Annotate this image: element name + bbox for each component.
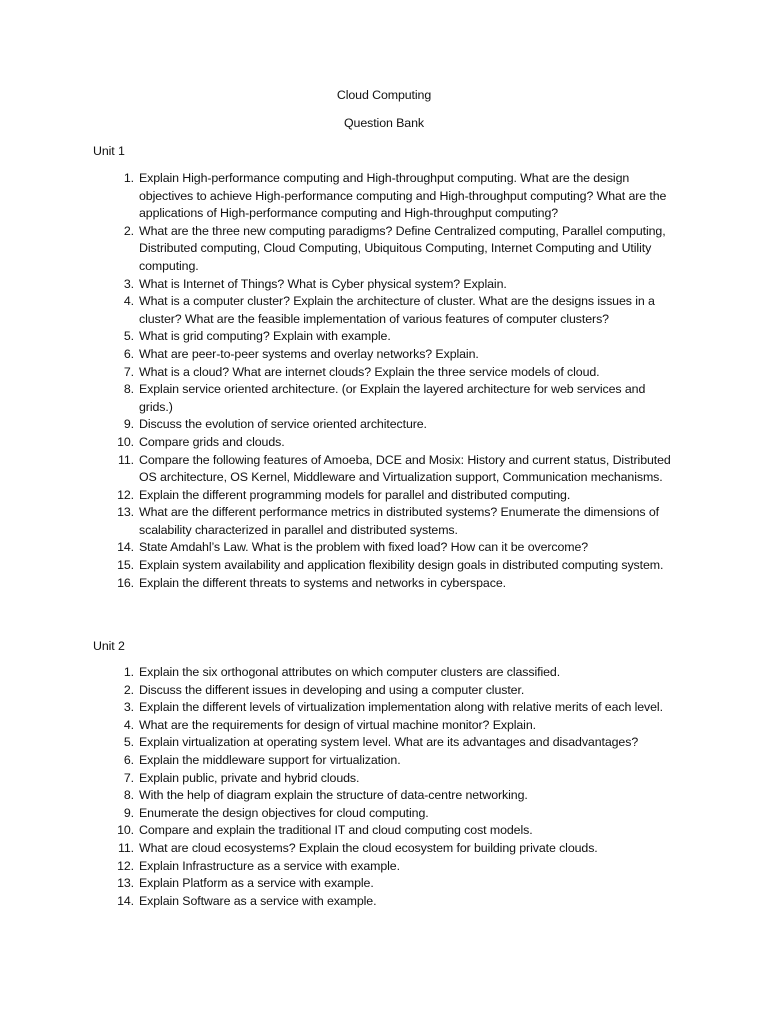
unit-1-question-list (0, 170, 679, 592)
question-item (0, 875, 679, 893)
question-item (0, 682, 679, 700)
question-item (0, 805, 679, 823)
question-text: Explain High-performance computing and High-throughput computing. What are the design objectives to achieve High-performance computing and High-throughput computing? What are the applications of High-performance computing and High-throughput computing? (139, 171, 667, 221)
question-number: 12 . (106, 858, 134, 876)
question-item (0, 452, 679, 487)
question-text: What are the different performance metrics in distributed systems? Enumerate the dimensions of scalability characterized in parallel and distributed systems. (139, 505, 659, 537)
question-item (0, 664, 679, 682)
question-item (0, 752, 679, 770)
question-text: What is a computer cluster? Explain the architecture of cluster. What are the designs issues in a cluster? What are the feasible implementation of various features of computer clusters? (139, 294, 655, 326)
question-number: 10 . (106, 822, 134, 840)
question-text: Explain the middleware support for virtualization. (139, 752, 401, 767)
question-item (0, 223, 679, 276)
question-text: What is a cloud? What are internet clouds? Explain the three service models of cloud. (139, 364, 600, 379)
question-item (0, 893, 679, 911)
question-item (0, 170, 679, 223)
question-text: Explain virtualization at operating system level. What are its advantages and disadvantages? (139, 735, 639, 750)
question-item (0, 487, 679, 505)
question-number: 13 . (106, 504, 134, 522)
question-item (0, 328, 679, 346)
question-number: 9 . (106, 805, 134, 823)
unit-1-heading: Unit 1 (93, 144, 125, 158)
question-number: 5 . (106, 328, 134, 346)
question-item (0, 539, 679, 557)
question-item (0, 717, 679, 735)
question-item (0, 364, 679, 382)
question-number: 3 . (106, 699, 134, 717)
question-number: 14 . (106, 893, 134, 911)
question-number: 13 . (106, 875, 134, 893)
question-item (0, 557, 679, 575)
question-text: Explain Infrastructure as a service with example. (139, 858, 400, 873)
question-number: 2 . (106, 682, 134, 700)
question-text: What are peer-to-peer systems and overlay networks? Explain. (139, 346, 479, 361)
question-item (0, 858, 679, 876)
question-item (0, 770, 679, 788)
question-number: 3 . (106, 276, 134, 294)
question-text: Explain the six orthogonal attributes on which computer clusters are classified. (139, 665, 561, 679)
question-number: 5 . (106, 734, 134, 752)
question-item (0, 346, 679, 364)
question-number: 9 . (106, 416, 134, 434)
question-text: Explain service oriented architecture. (or Explain the layered architecture for web services and grids.) (139, 382, 646, 414)
question-number: 15 . (106, 557, 134, 575)
question-number: 6 . (106, 346, 134, 364)
question-number: 11 . (106, 452, 134, 470)
question-number: 6 . (106, 752, 134, 770)
question-number: 16 . (106, 575, 134, 593)
question-number: 8 . (106, 787, 134, 805)
question-item (0, 276, 679, 294)
question-text: What is Internet of Things? What is Cyber physical system? Explain. (139, 276, 507, 291)
question-number: 2 . (106, 223, 134, 241)
question-number: 1 . (106, 664, 134, 682)
question-text: Enumerate the design objectives for cloud computing. (139, 805, 429, 820)
question-text: State Amdahl’s Law. What is the problem with fixed load? How can it be overcome? (139, 540, 589, 555)
question-text: Compare and explain the traditional IT and cloud computing cost models. (139, 823, 533, 838)
question-text: Explain the different programming models for parallel and distributed computing. (139, 487, 571, 502)
unit-2-question-list (0, 664, 679, 910)
question-item (0, 504, 679, 539)
question-item (0, 734, 679, 752)
question-number: 10 . (106, 434, 134, 452)
question-item (0, 416, 679, 434)
question-number: 7 . (106, 770, 134, 788)
question-number: 1 . (106, 170, 134, 188)
question-text: Explain the different threats to systems and networks in cyberspace. (139, 575, 506, 590)
question-text: Explain Software as a service with example. (139, 893, 377, 908)
question-text: What are the three new computing paradigms? Define Centralized computing, Parallel computing, Distributed computing, Cloud Computing, Ubiquitous Computing, Internet Computing and Utility computing. (139, 223, 666, 273)
question-text: With the help of diagram explain the structure of data-centre networking. (139, 788, 528, 803)
question-text: Explain Platform as a service with example. (139, 876, 374, 891)
question-item (0, 787, 679, 805)
question-item (0, 699, 679, 717)
document-title: Cloud Computing (336, 88, 432, 102)
question-item (0, 293, 679, 328)
question-number: 4 . (106, 717, 134, 735)
question-item (0, 381, 679, 416)
question-item (0, 575, 679, 593)
question-text: What is grid computing? Explain with example. (139, 329, 391, 344)
question-item (0, 822, 679, 840)
question-number: 8 . (106, 381, 134, 399)
question-number: 14 . (106, 539, 134, 557)
question-number: 7 . (106, 364, 134, 382)
question-text: Compare grids and clouds. (139, 434, 285, 449)
question-text: Discuss the different issues in developing and using a computer cluster. (139, 682, 525, 697)
question-text: What are cloud ecosystems? Explain the cloud ecosystem for building private clouds. (139, 840, 598, 855)
question-text: Explain public, private and hybrid clouds. (139, 770, 360, 785)
unit-2-heading: Unit 2 (93, 639, 125, 653)
question-number: 12 . (106, 487, 134, 505)
question-text: Explain the different levels of virtualization implementation along with relative merits of each level. (139, 700, 663, 715)
question-text: What are the requirements for design of virtual machine monitor? Explain. (139, 717, 536, 732)
question-text: Discuss the evolution of service oriented architecture. (139, 417, 427, 432)
question-item (0, 434, 679, 452)
question-item (0, 840, 679, 858)
question-text: Compare the following features of Amoeba, DCE and Mosix: History and current status, Distributed OS architecture, OS Kernel, Middleware and Virtualization support, Communication mechanisms. (139, 452, 671, 485)
question-number: 11 . (106, 840, 134, 858)
document-subtitle: Question Bank (344, 116, 424, 130)
question-number: 4 . (106, 293, 134, 311)
question-text: Explain system availability and application flexibility design goals in distributed computing system. (139, 558, 664, 573)
